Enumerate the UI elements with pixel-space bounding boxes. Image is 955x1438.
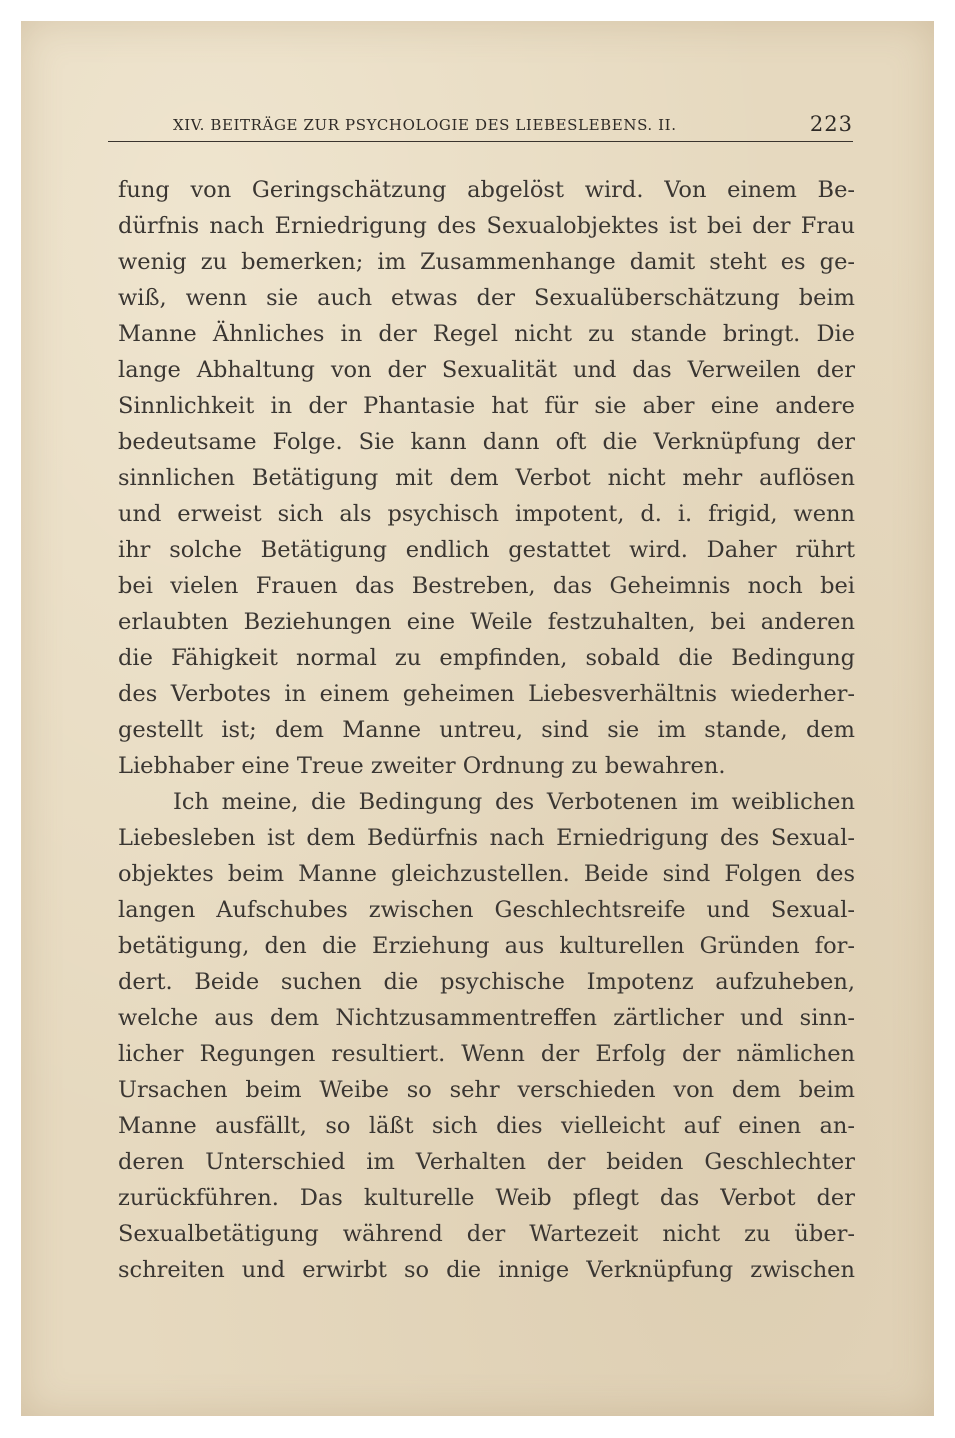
text-line: Ursachen beim Weibe so sehr verschieden von dem beim (118, 1077, 855, 1103)
text-line: langen Aufschubes zwischen Geschlechtsreife und Sexual- (118, 897, 855, 923)
text-line: sinnlichen Betätigung mit dem Verbot nicht mehr auflösen (118, 465, 855, 491)
text-line: erlaubten Beziehungen eine Weile festzuhalten, bei anderen (118, 609, 855, 635)
text-line: bei vielen Frauen das Bestreben, das Geheimnis noch bei (118, 573, 855, 599)
text-line: des Verbotes in einem geheimen Liebesverhältnis wiederher- (118, 681, 855, 707)
text-line: welche aus dem Nichtzusammentreffen zärtlicher und sinn- (118, 1005, 855, 1031)
text-line: Sexualbetätigung während der Wartezeit nicht zu über- (118, 1221, 855, 1247)
text-line: objektes beim Manne gleichzustellen. Beide sind Folgen des (118, 861, 855, 887)
text-line: deren Unterschied im Verhalten der beiden Geschlechter (118, 1149, 855, 1175)
text-line: Manne Ähnliches in der Regel nicht zu stande bringt. Die (118, 321, 855, 347)
text-line: zurückführen. Das kulturelle Weib pflegt das Verbot der (118, 1185, 855, 1211)
header-rule (108, 141, 853, 142)
text-line: wenig zu bemerken; im Zusammenhange damit steht es ge- (118, 249, 855, 275)
text-line: fung von Geringschätzung abgelöst wird. Von einem Be- (118, 177, 855, 203)
text-line: die Fähigkeit normal zu empfinden, sobald die Bedingung (118, 645, 855, 671)
text-line: Liebhaber eine Treue zweiter Ordnung zu bewahren. (118, 753, 726, 779)
running-head (113, 110, 853, 140)
text-line: ihr solche Betätigung endlich gestattet wird. Daher rührt (118, 537, 855, 563)
text-line: betätigung, den die Erziehung aus kulturellen Gründen for- (118, 933, 855, 959)
text-line: Liebesleben ist dem Bedürfnis nach Erniedrigung des Sexual- (118, 825, 855, 851)
text-line: Ich meine, die Bedingung des Verbotenen im weiblichen (173, 789, 855, 815)
text-line: Manne ausfällt, so läßt sich dies vielleicht auf einen an- (118, 1113, 855, 1139)
text-line: licher Regungen resultiert. Wenn der Erfolg der nämlichen (118, 1041, 855, 1067)
text-line: und erweist sich als psychisch impotent, d. i. frigid, wenn (118, 501, 855, 527)
text-line: Sinnlichkeit in der Phantasie hat für sie aber eine andere (118, 393, 855, 419)
text-line: schreiten und erwirbt so die innige Verknüpfung zwischen (118, 1257, 855, 1283)
text-line: dürfnis nach Erniedrigung des Sexualobjektes ist bei der Frau (118, 213, 855, 239)
text-line: dert. Beide suchen die psychische Impotenz aufzuheben, (118, 969, 855, 995)
body-text (118, 172, 855, 1288)
text-line: wiß, wenn sie auch etwas der Sexualüberschätzung beim (118, 285, 855, 311)
running-title: XIV. BEITRÄGE ZUR PSYCHOLOGIE DES LIEBESLEBENS. II. (173, 116, 677, 134)
text-line: lange Abhaltung von der Sexualität und das Verweilen der (118, 357, 855, 383)
text-line: gestellt ist; dem Manne untreu, sind sie im stande, dem (118, 717, 855, 743)
page-number: 223 (809, 112, 853, 136)
text-line: bedeutsame Folge. Sie kann dann oft die Verknüpfung der (118, 429, 855, 455)
